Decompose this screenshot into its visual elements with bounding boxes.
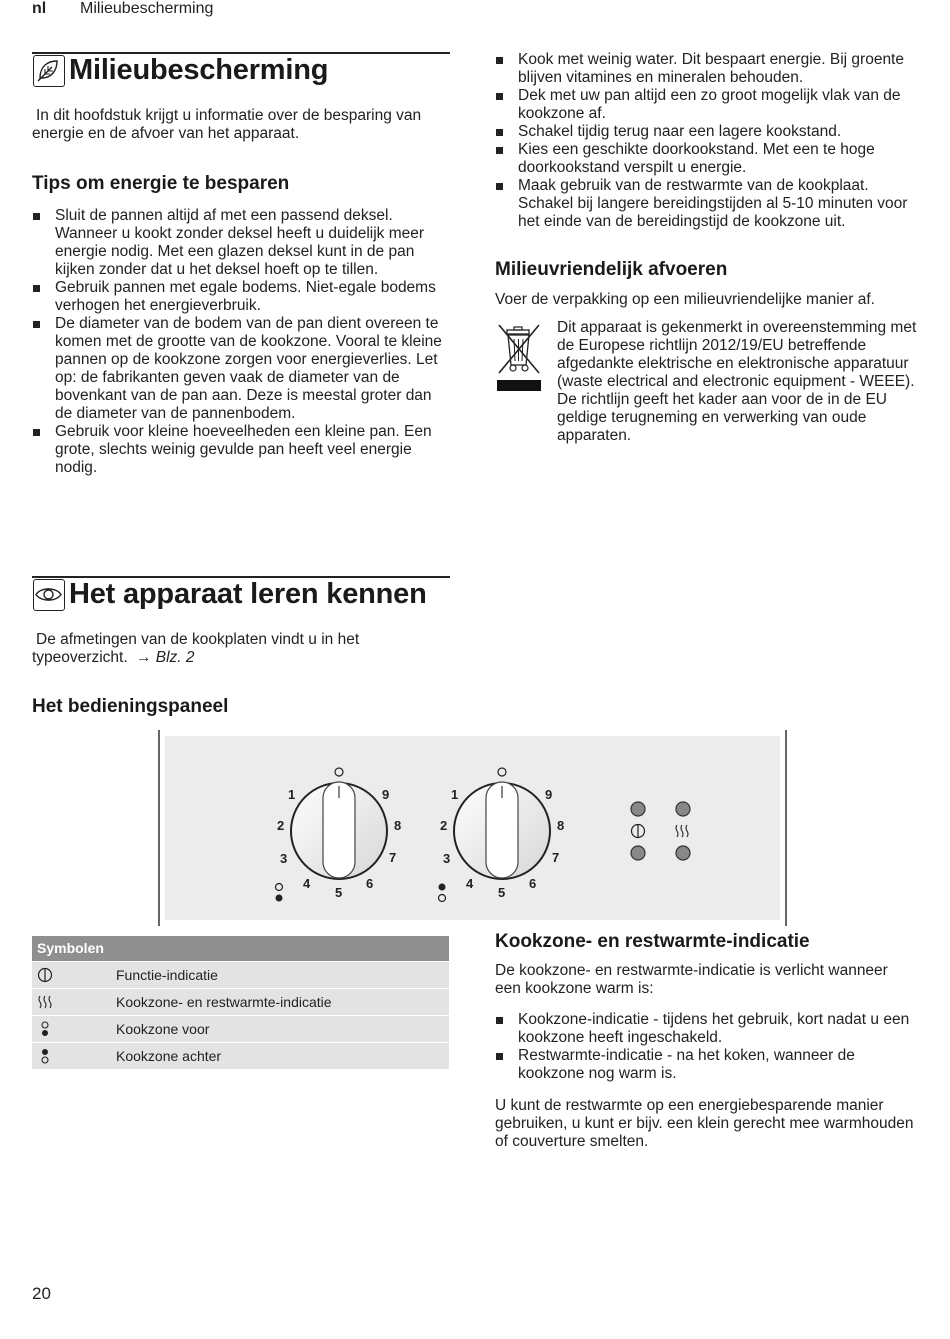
intro-text: De afmetingen van de kookplaten vindt u in het typeoverzicht. <box>32 631 360 666</box>
indicator-list <box>495 1011 920 1083</box>
knob-label: 8 <box>394 818 402 833</box>
table-row <box>32 961 449 988</box>
eye-icon <box>33 579 65 611</box>
knob-label: 5 <box>498 885 506 900</box>
knob-label: 6 <box>366 876 374 891</box>
knob-label: 5 <box>335 885 343 900</box>
control-panel-illustration <box>158 730 788 926</box>
symbols-table <box>32 936 449 1069</box>
knob-label: 1 <box>288 787 296 802</box>
front-zone-icon <box>36 1020 54 1038</box>
tips-heading: Tips om energie te besparen <box>32 173 290 194</box>
table-row <box>32 988 449 1015</box>
disposal-intro: Voer de verpakking op een milieuvriendelijke manier af. <box>495 291 875 308</box>
page-number: 20 <box>32 1284 51 1303</box>
indicator-heading: Kookzone- en restwarmte-indicatie <box>495 931 810 952</box>
section-title: Milieubescherming <box>69 54 329 86</box>
table-row <box>32 1015 449 1042</box>
knob-label: 1 <box>451 787 459 802</box>
list-item: Gebruik pannen met egale bodems. Niet-egale bodems verhogen het energieverbruik. <box>32 279 452 315</box>
knob-label: 8 <box>557 818 565 833</box>
tips-list-left <box>32 207 452 477</box>
section-intro <box>32 631 442 667</box>
leaf-icon <box>33 55 65 87</box>
knob-label: 2 <box>277 818 285 833</box>
knob-label: 7 <box>389 850 397 865</box>
knob-label: 2 <box>440 818 448 833</box>
heat-waves-icon <box>36 993 54 1011</box>
disposal-text: Dit apparaat is gekenmerkt in overeenstemming met de Europese richtlijn 2012/19/EU betreffende afgedankte elektrische en elektronische apparatuur (waste electrical and electronic equipment - WEEE). De richtlijn geeft het kader aan voor de in de EU geldige terugneming en verwerking van oude apparaten. <box>557 319 917 444</box>
list-item: Schakel tijdig terug naar een lagere kookstand. <box>495 123 920 141</box>
symbol-label: Functie-indicatie <box>116 967 218 983</box>
list-item: Maak gebruik van de restwarmte van de kookplaat. Schakel bij langere bereidingstijden al 5-10 minuten voor het einde van de bereidingstijd de kookzone uit. <box>495 177 920 231</box>
section-intro: In dit hoofdstuk krijgt u informatie over de besparing van energie en de afvoer van het apparaat. <box>32 107 422 142</box>
list-item: Kookzone-indicatie - tijdens het gebruik, kort nadat u een kookzone heeft ingeschakeld. <box>495 1011 920 1047</box>
knob-label: 9 <box>382 787 390 802</box>
indicator-outro: U kunt de restwarmte op een energiebesparende manier gebruiken, u kunt er bijv. een klein gerecht mee warmhouden of couverture smelten. <box>495 1097 914 1150</box>
symbol-label: Kookzone- en restwarmte-indicatie <box>116 994 332 1010</box>
list-item: Restwarmte-indicatie - na het koken, wanneer de kookzone nog warm is. <box>495 1047 920 1083</box>
weee-bin-icon <box>495 321 543 393</box>
table-header: Symbolen <box>32 936 449 961</box>
power-indicator-icon <box>36 966 54 984</box>
tips-list-right <box>495 51 920 231</box>
list-item: Kies een geschikte doorkookstand. Met een te hoge doorkookstand verspilt u energie. <box>495 141 920 177</box>
symbol-label: Kookzone voor <box>116 1021 210 1037</box>
knob-label: 9 <box>545 787 553 802</box>
knob-label: 6 <box>529 876 537 891</box>
section-title: Het apparaat leren kennen <box>69 578 427 610</box>
disposal-heading: Milieuvriendelijk afvoeren <box>495 259 728 280</box>
table-row <box>32 1042 449 1069</box>
knob-label: 3 <box>280 851 288 866</box>
indicator-intro: De kookzone- en restwarmte-indicatie is verlicht wanneer een kookzone warm is: <box>495 962 888 997</box>
list-item: Kook met weinig water. Dit bespaart energie. Bij groente blijven vitamines en mineralen behouden. <box>495 51 920 87</box>
panel-heading: Het bedieningspaneel <box>32 696 229 717</box>
indicator-lamps <box>631 802 690 860</box>
list-item: Dek met uw pan altijd een zo groot mogelijk vlak van de kookzone af. <box>495 87 920 123</box>
list-item: De diameter van de bodem van de pan dient overeen te komen met de grootte van de kookzone. Vooral te kleine pannen op de kookzone zorgen voor energieverlies. Let op: de fabrikanten geven vaak de diameter van de bovenkant van de pan aan. Deze is meestal groter dan de diameter van de pannenbodem. <box>32 315 452 423</box>
arrow-icon: → <box>135 649 152 666</box>
page-reference[interactable]: Blz. 2 <box>155 649 195 666</box>
list-item: Gebruik voor kleine hoeveelheden een kleine pan. Een grote, slechts weinig gevulde pan heeft veel energie nodig. <box>32 423 452 477</box>
language-code: nl <box>32 0 47 17</box>
knob-label: 4 <box>466 876 474 891</box>
list-item: Sluit de pannen altijd af met een passend deksel. Wanneer u kookt zonder deksel heeft u duidelijk meer energie nodig. Met een glazen deksel kunt in de pan kijken zonder dat u het deksel hoeft op te tillen. <box>32 207 452 279</box>
knob-label: 3 <box>443 851 451 866</box>
knob-label: 4 <box>303 876 311 891</box>
running-header: Milieubescherming <box>80 0 214 17</box>
rear-zone-icon <box>36 1047 54 1065</box>
symbol-label: Kookzone achter <box>116 1048 222 1064</box>
knob-label: 7 <box>552 850 560 865</box>
